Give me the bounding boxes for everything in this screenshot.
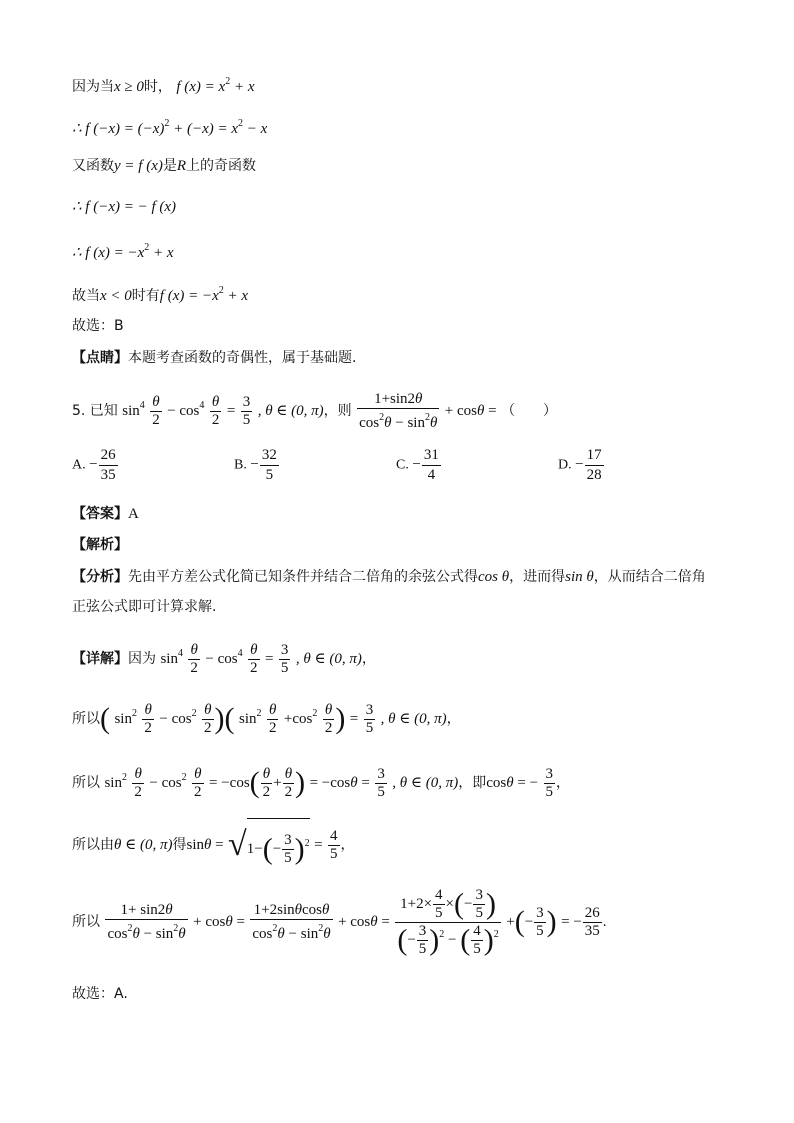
text: 得 — [172, 837, 187, 853]
text: ，即 — [458, 775, 487, 791]
text: 是 — [162, 158, 177, 174]
solution-line-1 — [72, 72, 254, 97]
text: 又函数 — [72, 158, 114, 174]
square-root: √1−(− $\frac{3}{5}$ )$^2$ — [228, 818, 310, 872]
fraction: $\frac{3}{5}$ — [280, 641, 289, 676]
analysis-line-1 — [72, 567, 706, 587]
text: ，进而得 — [509, 569, 566, 585]
fraction: $\frac{3}{5}$ — [242, 393, 251, 428]
solution-line-6 — [72, 281, 248, 306]
math: f (x) = x — [176, 79, 226, 95]
exponent: 2 — [225, 76, 231, 87]
answer-line — [72, 504, 139, 524]
question-5: 5. 已知 $\sin^4$ $\frac{\theta}{2}$ − $\cos^4$ $\frac{\theta}{2}$ = $\frac{3}{5}$ , θ ∈ (0, π)，则 $\frac{1+\sin 2\theta}{\cos^2\theta - \sin^2\theta}$ + cosθ = （ ） — [72, 390, 558, 431]
fraction: $\frac{\theta}{2}$ — [134, 765, 142, 800]
fraction: $\frac{\theta}{2}$ — [250, 641, 258, 676]
text: 时有 — [131, 288, 160, 304]
fraction: $\frac{26}{35}$ — [100, 447, 116, 483]
text: 所以 — [72, 775, 100, 791]
option-label: B. — [234, 457, 247, 473]
math: cos θ — [478, 569, 510, 585]
fraction: $\frac{\theta}{2}$ — [262, 765, 271, 800]
fraction: $\frac{3}{5}$ — [365, 701, 374, 736]
math: − x — [243, 121, 268, 137]
option-c: C. − $\frac{31}{4}$ — [396, 447, 439, 483]
text: 故当 — [72, 288, 100, 304]
math: y = f (x) — [114, 158, 163, 174]
remark-text: 本题考查函数的奇偶性，属于基础题. — [128, 350, 357, 366]
answer-value: A — [128, 506, 139, 522]
text: ，则 — [323, 403, 352, 419]
fraction: $\frac{\theta}{2}$ — [204, 701, 212, 736]
math: R — [176, 158, 187, 174]
fraction: $\frac{32}{5}$ — [261, 447, 277, 483]
remark-line — [72, 348, 356, 368]
math: f (x) = −x — [159, 288, 219, 304]
detail-line-5: 所以 $\frac{1+ \sin 2\theta}{\cos^2\theta - \sin^2\theta}$ + cosθ = $\frac{1+2\sin\theta\cos\theta}{\cos^2\theta - \sin^2\theta}$ + cosθ = 1+2× $\frac{4}{5}$ ×(− $\frac{3}{5}$ ) (− $\frac{3}{5}$ )$^2$ − ( $\frac{4}{5}$ )$^2$ +(− $\frac{3}{5}$ ) = − $\frac{26}{35}$ . — [72, 886, 607, 957]
fraction: $\frac{3}{5}$ — [377, 765, 385, 800]
fraction: $\frac{31}{4}$ — [423, 447, 439, 483]
solution-line-4 — [72, 197, 176, 217]
fraction: $\frac{\theta}{2}$ — [152, 393, 160, 428]
math: + x — [223, 288, 249, 304]
exponent: 2 — [144, 242, 150, 253]
solution-line-5 — [72, 238, 174, 263]
fraction: $\frac{3}{5}$ — [545, 765, 553, 800]
fraction: $\frac{\theta}{2}$ — [324, 701, 333, 736]
answer-blank: （ ） — [501, 403, 558, 419]
fraction: $\frac{1+2\sin\theta\cos\theta}{\cos^2\theta - \sin^2\theta}$ — [252, 901, 331, 942]
detail-line-4: 所以由θ ∈ (0, π)得sinθ = √1−(− $\frac{3}{5}$ )$^2$ = $\frac{4}{5}$ ， — [72, 818, 355, 872]
text: ，从而结合二倍角 — [593, 569, 706, 585]
option-label: D. — [558, 457, 572, 473]
text: 所以 — [72, 711, 100, 727]
detail-line-1: 【详解】因为 $\sin^4$ $\frac{\theta}{2}$ − $\cos^4$ $\frac{\theta}{2}$ = $\frac{3}{5}$ , θ ∈ (0, π)， — [72, 641, 376, 676]
option-label: C. — [396, 457, 409, 473]
exponent: 2 — [238, 118, 244, 129]
text: 上的奇函数 — [186, 158, 257, 174]
choice-line: 故选：B — [72, 318, 124, 334]
math: ∴ f (−x) = (−x) — [72, 121, 165, 137]
analysis-tag: 【分析】 — [72, 569, 128, 585]
math: + x — [149, 245, 174, 261]
fraction: $\frac{\theta}{2}$ — [284, 765, 293, 800]
math: sin θ — [565, 569, 594, 585]
fraction: $\frac{4}{5}$ — [330, 827, 338, 862]
fraction: 1+2× $\frac{4}{5}$ ×(− $\frac{3}{5}$ ) (− $\frac{3}{5}$ )$^2$ − ( $\frac{4}{5}$ )$^2$ — [397, 886, 499, 957]
question-number: 5. 已知 — [72, 403, 118, 419]
text: 因为 — [128, 651, 156, 667]
math: + (−x) = x — [169, 121, 239, 137]
math: ∴ f (x) = −x — [72, 245, 145, 261]
explanation-tag-line — [72, 535, 128, 555]
fraction: $\frac{\theta}{2}$ — [194, 765, 202, 800]
exponent: 2 — [164, 118, 170, 129]
fraction: $\frac{\theta}{2}$ — [144, 701, 152, 736]
fraction: $\frac{17}{28}$ — [586, 447, 602, 483]
option-d: D. − $\frac{17}{28}$ — [558, 447, 602, 483]
math: x ≥ 0 — [114, 79, 144, 95]
exponent: 2 — [218, 285, 224, 296]
fraction: $\frac{\theta}{2}$ — [190, 641, 198, 676]
math: + x — [230, 79, 255, 95]
detail-line-2: 所以( $\sin^2$ $\frac{\theta}{2}$ − $\cos^2$ $\frac{\theta}{2}$ )( $\sin^2$ $\frac{\theta}{2}$ $+\cos^2$ $\frac{\theta}{2}$ ) = $\frac{3}{5}$ , θ ∈ (0, π)， — [72, 701, 461, 736]
fraction: $\frac{1+ \sin 2\theta}{\cos^2\theta - \sin^2\theta}$ — [107, 901, 186, 942]
math: x < 0 — [100, 288, 132, 304]
remark-tag: 【点睛】 — [72, 350, 128, 366]
text: 所以由 — [72, 837, 114, 853]
solution-line-3 — [72, 156, 256, 176]
text: 所以 — [72, 914, 100, 930]
text: 因为当 — [72, 79, 114, 95]
final-choice: 故选：A. — [72, 986, 128, 1002]
detail-line-3: 所以 $\sin^2$ $\frac{\theta}{2}$ − $\cos^2$ $\frac{\theta}{2}$ = −cos( $\frac{\theta}{2}$ + $\frac{\theta}{2}$ ) = −cosθ = $\frac{3}{5}$ , θ ∈ (0, π)，即cosθ = − $\frac{3}{5}$ ， — [72, 765, 570, 800]
answer-tag: 【答案】 — [72, 506, 128, 522]
option-b: B. − $\frac{32}{5}$ — [234, 447, 277, 483]
text: 时， — [143, 79, 172, 95]
option-a: A. − $\frac{26}{35}$ — [72, 447, 116, 483]
solution-line-2 — [72, 114, 267, 139]
fraction: $\frac{1+\sin 2\theta}{\cos^2\theta - \sin^2\theta}$ — [359, 390, 438, 431]
fraction: $\frac{\theta}{2}$ — [268, 701, 277, 736]
option-label: A. — [72, 457, 86, 473]
detail-tag: 【详解】 — [72, 651, 128, 667]
result-fraction: $\frac{26}{35}$ — [584, 904, 600, 939]
analysis-line-2: 正弦公式即可计算求解. — [72, 599, 217, 615]
fraction: $\frac{\theta}{2}$ — [211, 393, 220, 428]
text: 先由平方差公式化简已知条件并结合二倍角的余弦公式得 — [128, 569, 478, 585]
math: ∴ f (−x) = − f (x) — [72, 199, 177, 215]
explanation-tag: 【解析】 — [72, 537, 128, 553]
